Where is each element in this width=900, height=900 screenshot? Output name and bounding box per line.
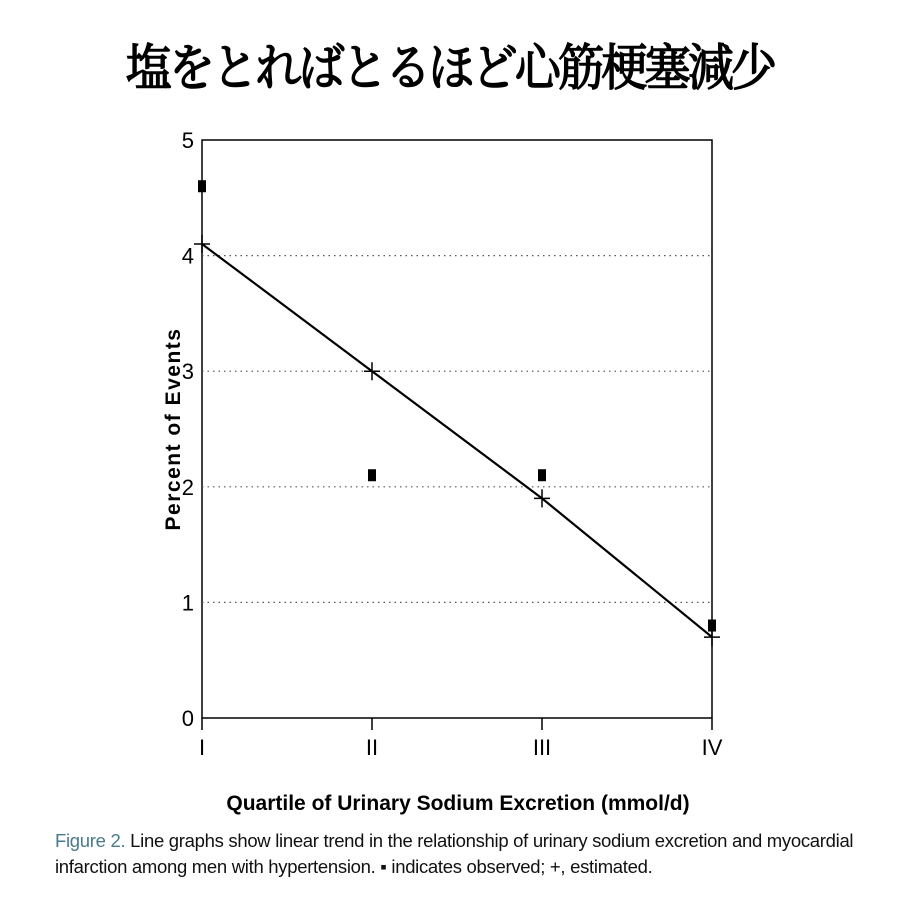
x-tick-label-0: I bbox=[198, 735, 206, 760]
estimated-point-I bbox=[194, 235, 210, 253]
caption-line-1: Line graphs show linear trend in the relationship of urinary sodium excretion and myocardial bbox=[130, 830, 854, 851]
x-tick-label-3: IV bbox=[701, 735, 723, 760]
observed-point-I bbox=[198, 180, 206, 192]
chart-title: 塩をとればとるほど心筋梗塞減少 bbox=[125, 39, 775, 97]
y-tick-label-3: 3 bbox=[181, 359, 194, 385]
gridlines bbox=[202, 256, 712, 603]
y-axis-label: Percent of Events bbox=[162, 327, 185, 531]
figure-caption bbox=[55, 828, 855, 880]
plot-frame bbox=[202, 140, 712, 718]
observed-point-III bbox=[538, 469, 546, 481]
x-tick-label-2: III bbox=[532, 735, 552, 760]
estimated-point-II bbox=[364, 362, 380, 380]
observed-point-II bbox=[368, 469, 376, 481]
x-axis-ticks bbox=[199, 718, 723, 760]
y-tick-label-2: 2 bbox=[181, 474, 194, 500]
y-tick-label-4: 4 bbox=[181, 243, 194, 269]
x-axis-label: Quartile of Urinary Sodium Excretion (mmol/d) bbox=[226, 792, 690, 815]
series-layer bbox=[194, 180, 720, 646]
y-tick-label-0: 0 bbox=[181, 706, 194, 731]
series-line-estimated bbox=[202, 244, 712, 637]
y-tick-label-1: 1 bbox=[181, 590, 194, 616]
y-tick-label-5: 5 bbox=[181, 128, 194, 153]
estimated-point-III bbox=[534, 489, 550, 507]
observed-point-IV bbox=[708, 620, 716, 632]
figure-label: Figure 2. bbox=[55, 830, 126, 851]
x-tick-label-1: II bbox=[365, 735, 379, 760]
caption-line-2: infarction among men with hypertension. ▪ indicates observed; +, estimated. bbox=[55, 856, 653, 877]
